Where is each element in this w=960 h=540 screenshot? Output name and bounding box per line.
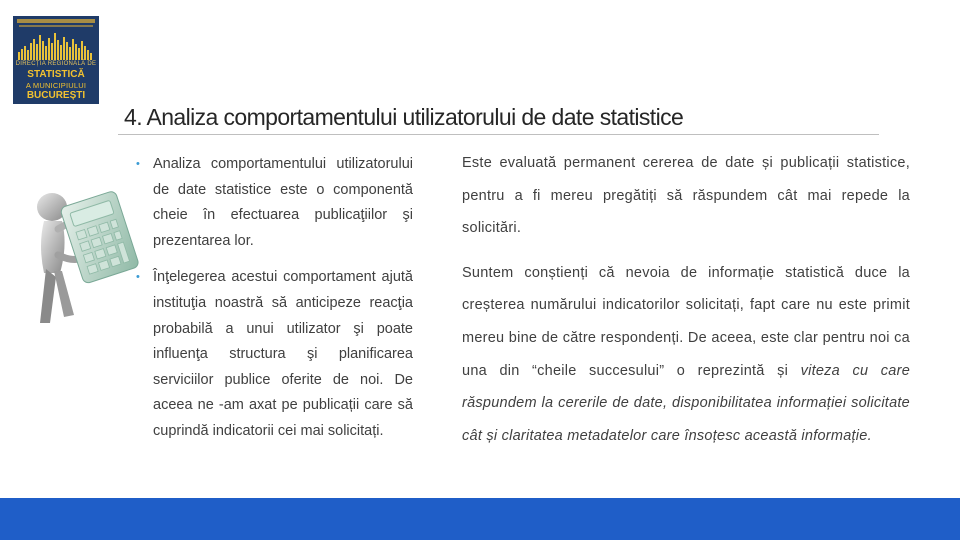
logo-line-1: STATISTICĂ [27, 69, 85, 80]
paragraph-text: Suntem conștienți că nevoia de informație statistică duce la creșterea numărului indicatorilor solicitați, fapt care nu este primit mereu bine de către respondenți. De aceea, este clar pentru noi ca una din “cheile succesului” o reprezintă și [462, 264, 910, 379]
bullet-icon: • [136, 158, 140, 170]
footer-accent-bar [0, 498, 960, 540]
paragraph-text: Este evaluată permanent cererea de date și publicații statistice, pentru a fi mereu pregătiți să răspundem cât mai repede la solicitări. [462, 155, 910, 237]
bullet-text: Înţelegerea acestui comportament ajută instituţia noastră să anticipeze reacţia probabilă a unui utilizator şi poate influenţa structura şi planificarea serviciilor publice oferite de noi. De aceea ne -am axat pe publicații care să cuprindă indicatorii cei mai solicitați. [153, 269, 413, 439]
logo-top-band [17, 19, 95, 23]
paragraph [462, 147, 910, 245]
logo-subtitle: DIRECȚIA REGIONALĂ DE [15, 61, 97, 67]
paragraph-italic-text: viteza cu care răspundem la cererile de date, disponibilitatea informației solicitate cât și claritatea metadatelor care însoțesc această informație. [462, 362, 911, 444]
slide-title: 4. Analiza comportamentului utilizatorului de date statistice [124, 104, 684, 130]
logo-line-2: A MUNICIPIULUI [25, 81, 87, 90]
logo-line-3: BUCUREȘTI [26, 90, 86, 101]
bullet-icon: • [136, 271, 140, 284]
bullet-item [130, 265, 413, 444]
bullet-item [130, 152, 413, 254]
right-text-column [462, 147, 910, 452]
logo-top-band-2 [19, 25, 93, 27]
institution-logo [13, 16, 99, 104]
bullet-text: Analiza comportamentului utilizatorului de date statistice este o componentă cheie în efectuarea publicaţiilor şi prezentarea lor. [153, 156, 413, 249]
bar-chart-icon [17, 30, 95, 60]
paragraph [462, 257, 910, 453]
title-divider [118, 134, 879, 135]
left-bullet-list [130, 152, 413, 445]
person-with-calculator-illustration [30, 185, 140, 330]
